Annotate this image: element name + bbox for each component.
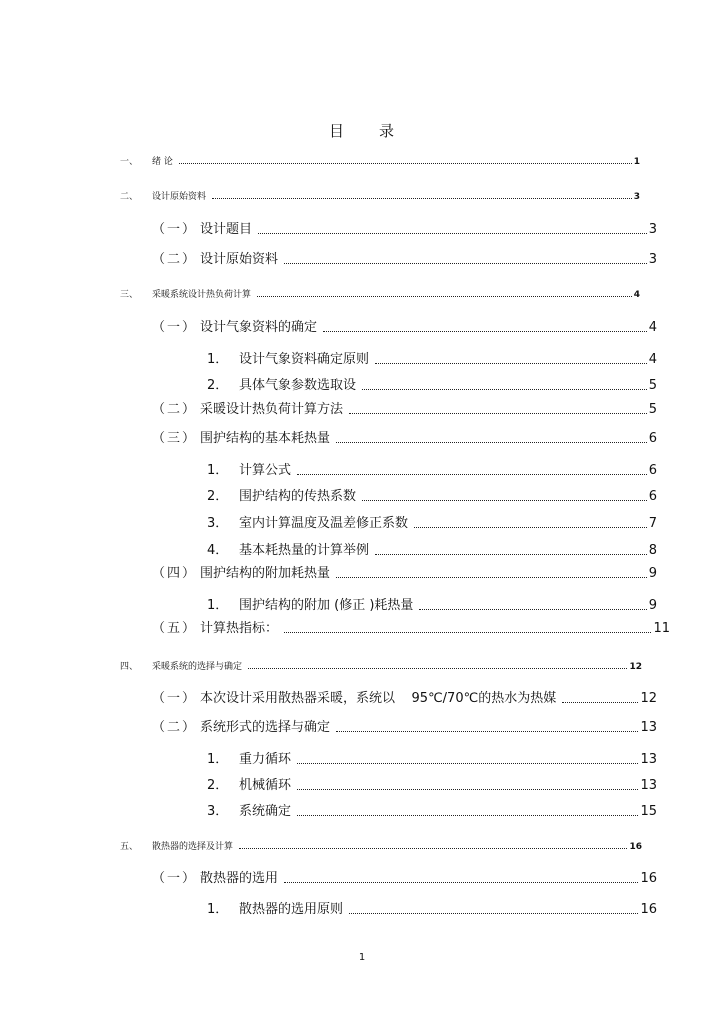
toc-label: 重力循环: [239, 752, 292, 767]
toc-leader: [336, 577, 647, 578]
toc-number: （一）: [152, 320, 198, 335]
toc-entry-3-4-1[interactable]: [207, 596, 657, 613]
toc-number: 2．: [207, 489, 229, 504]
toc-number: 二、: [120, 192, 139, 202]
toc-entry-5-1-1[interactable]: [207, 900, 657, 917]
toc-entry-3[interactable]: [120, 288, 640, 300]
toc-leader: [239, 848, 627, 849]
toc-page: 16: [629, 842, 642, 852]
toc-number: 2．: [207, 778, 229, 793]
toc-label: 设计气象资料的确定: [200, 320, 318, 335]
toc-entry-2[interactable]: [120, 190, 640, 202]
toc-title-char-2: 录: [379, 122, 396, 140]
toc-label: 设计原始资料: [152, 192, 207, 202]
toc-label: 围护结构的附加 (修正 )耗热量: [239, 598, 414, 613]
toc-label: 围护结构的附加耗热量: [200, 566, 331, 581]
toc-leader: [336, 442, 647, 443]
toc-entry-4-2-1[interactable]: [207, 750, 657, 767]
toc-number: 1．: [207, 598, 229, 613]
toc-number: 3．: [207, 516, 229, 531]
toc-label: 计算公式: [239, 463, 292, 478]
toc-leader: [419, 609, 646, 610]
toc-page: 6: [648, 489, 657, 504]
toc-number: （二）: [152, 720, 198, 735]
toc-entry-4-2[interactable]: [152, 718, 657, 735]
toc-label: 采暖系统的选择与确定: [152, 662, 243, 672]
toc-leader: [562, 702, 638, 703]
toc-page: 16: [640, 871, 657, 886]
toc-label: 采暖设计热负荷计算方法: [200, 402, 344, 417]
toc-leader: [375, 363, 647, 364]
toc-page: 13: [640, 752, 657, 767]
toc-label: 采暖系统设计热负荷计算: [152, 290, 252, 300]
toc-label: 本次设计采用散热器采暖，系统以 95℃/70℃的热水为热媒: [200, 691, 557, 706]
toc-label: 系统形式的选择与确定: [200, 720, 331, 735]
toc-label: 散热器的选择及计算: [152, 842, 234, 852]
toc-leader: [297, 763, 638, 764]
toc-number: 五、: [120, 842, 139, 852]
toc-entry-4-2-2[interactable]: [207, 776, 657, 793]
toc-label: 具体气象参数选取设: [239, 378, 357, 393]
toc-leader: [297, 815, 638, 816]
toc-entry-4[interactable]: [120, 660, 642, 672]
toc-leader: [375, 554, 647, 555]
toc-title-char-1: 目: [328, 122, 345, 140]
toc-leader: [284, 263, 647, 264]
toc-number: （二）: [152, 402, 198, 417]
toc-leader: [349, 413, 647, 414]
toc-number: 1．: [207, 463, 229, 478]
toc-number: （一）: [152, 222, 198, 237]
toc-page: 3: [648, 222, 657, 237]
toc-leader: [297, 474, 647, 475]
toc-leader: [336, 731, 638, 732]
toc-page: 13: [640, 778, 657, 793]
toc-page: 15: [640, 804, 657, 819]
toc-label: 计算热指标：: [200, 621, 279, 636]
toc-leader: [297, 789, 638, 790]
toc-leader: [258, 233, 647, 234]
toc-page: 4: [648, 320, 657, 335]
toc-entry-3-3-1[interactable]: [207, 461, 657, 478]
toc-number: 4．: [207, 543, 229, 558]
toc-page: 12: [640, 691, 657, 706]
toc-page: 12: [629, 662, 642, 672]
toc-entry-5-1[interactable]: [152, 869, 657, 886]
toc-label: 系统确定: [239, 804, 292, 819]
toc-entry-3-2[interactable]: [152, 400, 657, 417]
toc-page: 9: [648, 566, 657, 581]
toc-entry-4-1[interactable]: [152, 689, 657, 706]
toc-title: [0, 120, 724, 141]
toc-entry-2-1[interactable]: [152, 220, 657, 237]
toc-number: （三）: [152, 431, 198, 446]
toc-leader: [414, 527, 647, 528]
toc-page: 6: [648, 463, 657, 478]
toc-entry-3-1[interactable]: [152, 318, 657, 335]
toc-page: 8: [648, 543, 657, 558]
toc-entry-2-2[interactable]: [152, 250, 657, 267]
toc-number: 1．: [207, 352, 229, 367]
toc-number: 一、: [120, 157, 139, 167]
toc-label: 散热器的选用原则: [239, 902, 344, 917]
toc-number: 四、: [120, 662, 139, 672]
toc-number: （五）: [152, 621, 198, 636]
toc-label: 设计原始资料: [200, 252, 279, 267]
toc-number: （二）: [152, 252, 198, 267]
toc-page: 7: [648, 516, 657, 531]
toc-entry-3-3[interactable]: [152, 429, 657, 446]
toc-label: 基本耗热量的计算举例: [239, 543, 370, 558]
toc-leader: [179, 163, 632, 164]
toc-entry-1[interactable]: [120, 155, 640, 167]
toc-leader: [212, 198, 632, 199]
toc-leader: [248, 668, 627, 669]
toc-entry-3-3-3[interactable]: [207, 514, 657, 531]
toc-label: 设计题目: [200, 222, 253, 237]
toc-entry-3-1-2[interactable]: [207, 376, 657, 393]
toc-label: 散热器的选用: [200, 871, 279, 886]
toc-entry-3-1-1[interactable]: [207, 350, 657, 367]
toc-leader: [362, 389, 647, 390]
toc-label: 围护结构的传热系数: [239, 489, 357, 504]
toc-leader: [284, 882, 638, 883]
toc-leader: [284, 632, 651, 633]
toc-page: 13: [640, 720, 657, 735]
toc-label: 机械循环: [239, 778, 292, 793]
toc-page: 4: [633, 290, 640, 300]
toc-entry-4-2-3[interactable]: [207, 802, 657, 819]
toc-label: 设计气象资料确定原则: [239, 352, 370, 367]
toc-page: 3: [648, 252, 657, 267]
toc-entry-3-3-2[interactable]: [207, 487, 657, 504]
toc-entry-3-3-4[interactable]: [207, 541, 657, 558]
toc-number: 1．: [207, 902, 229, 917]
toc-leader: [362, 500, 647, 501]
toc-label: 绪 论: [152, 157, 173, 167]
toc-entry-3-4[interactable]: [152, 564, 657, 581]
toc-leader: [257, 296, 632, 297]
page-number: 1: [358, 952, 366, 963]
toc-page: 16: [640, 902, 657, 917]
toc-page: 6: [648, 431, 657, 446]
toc-page: 3: [633, 192, 640, 202]
toc-entry-5[interactable]: [120, 840, 642, 852]
toc-number: 1．: [207, 752, 229, 767]
toc-page: 5: [648, 378, 657, 393]
toc-leader: [349, 913, 638, 914]
toc-number: （一）: [152, 871, 198, 886]
toc-page: 4: [648, 352, 657, 367]
toc-leader: [323, 331, 647, 332]
toc-number: （一）: [152, 691, 198, 706]
toc-page: 9: [648, 598, 657, 613]
toc-label: 围护结构的基本耗热量: [200, 431, 331, 446]
toc-number: 3．: [207, 804, 229, 819]
toc-page: 1: [633, 157, 640, 167]
toc-label: 室内计算温度及温差修正系数: [239, 516, 409, 531]
toc-number: （四）: [152, 566, 198, 581]
toc-entry-3-5[interactable]: [152, 619, 670, 636]
toc-number: 2．: [207, 378, 229, 393]
toc-number: 三、: [120, 290, 139, 300]
toc-page: 5: [648, 402, 657, 417]
toc-page: 11: [653, 621, 670, 636]
